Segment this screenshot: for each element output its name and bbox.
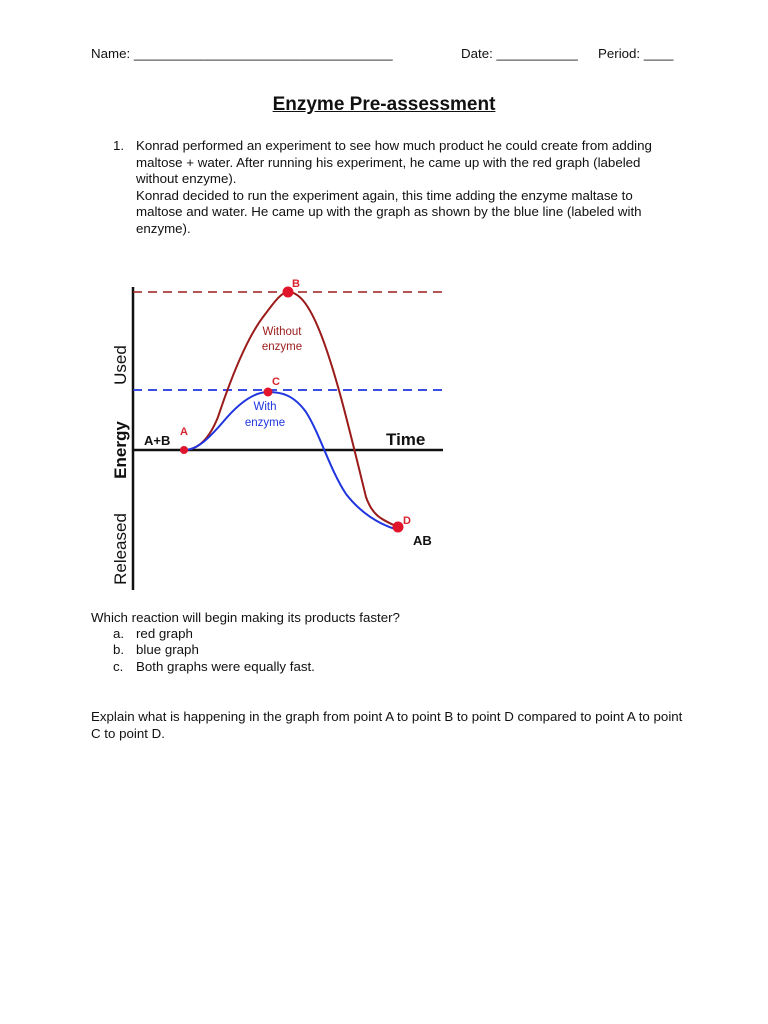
question-text	[136, 138, 676, 237]
name-field-label: Name: ___________________________________	[91, 46, 393, 61]
question-paragraph-1: Konrad performed an experiment to see how much product he could create from adding maltose + water. After running his experiment, he came up with the red graph (labeled without enzyme).	[136, 138, 652, 186]
y-label-used: Used	[111, 345, 130, 385]
option-text: red graph	[136, 626, 193, 641]
option-letter: b.	[113, 642, 125, 658]
series-label-without-line2: enzyme	[261, 341, 303, 353]
option-text: Both graphs were equally fast.	[136, 658, 315, 674]
point-c-label: C	[272, 376, 280, 388]
series-label-with-line2: enzyme	[244, 417, 286, 429]
point-d-label: D	[403, 515, 411, 527]
point-c-marker	[264, 388, 273, 397]
start-label: A+B	[144, 433, 171, 448]
point-d-marker	[393, 522, 404, 533]
option-letter: c.	[113, 658, 124, 674]
point-a-marker	[180, 446, 188, 454]
end-label: AB	[413, 533, 432, 548]
period-field-label: Period: ____	[598, 46, 674, 61]
page-title: Enzyme Pre-assessment	[272, 94, 496, 115]
option-b[interactable]	[113, 642, 315, 658]
question-number: 1.	[113, 138, 125, 153]
explain-prompt: Explain what is happening in the graph from point A to point B to point D compared to point A to point C to point D.	[91, 709, 683, 741]
date-field-label: Date: ___________	[461, 46, 578, 61]
mc-question: Which reaction will begin making its products faster?	[91, 610, 400, 625]
series-label-with-line1: With	[253, 401, 277, 413]
x-label-time: Time	[386, 430, 426, 449]
curve-with-enzyme	[184, 392, 398, 530]
energy-diagram	[98, 272, 458, 602]
y-label-energy: Energy	[111, 421, 130, 479]
y-label-released: Released	[111, 513, 130, 585]
option-letter: a.	[113, 626, 125, 641]
question-paragraph-2: Konrad decided to run the experiment again, this time adding the enzyme maltase to maltose and water. He came up with the graph as shown by the blue line (labeled with enzyme).	[136, 187, 642, 236]
option-c[interactable]	[113, 659, 315, 675]
series-label-without-line1: Without	[262, 326, 302, 338]
option-a[interactable]	[113, 626, 315, 642]
point-a-label: A	[180, 426, 188, 438]
point-b-label: B	[292, 278, 300, 290]
option-text: blue graph	[136, 642, 199, 658]
answer-options	[113, 626, 315, 675]
